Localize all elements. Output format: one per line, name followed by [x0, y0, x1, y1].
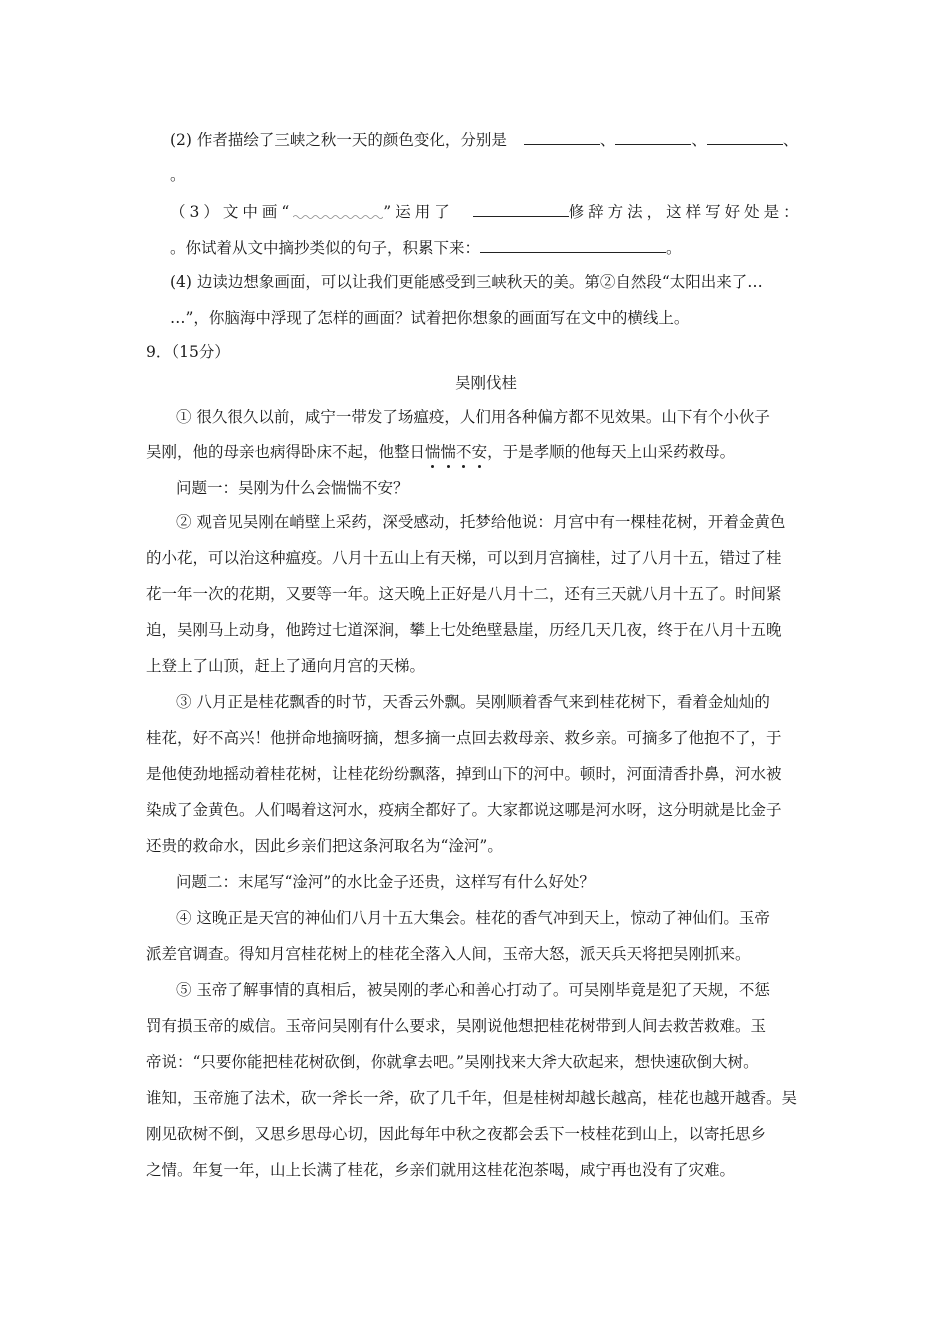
paragraph-2-line: 上登上了山顶，赶上了通向月宫的天梯。: [146, 657, 426, 675]
separator: 、: [782, 131, 799, 149]
paragraph-3-line: ③ 八月正是桂花飘香的时节，天香云外飘。吴刚顺着香气来到桂花树下，看着金灿灿的: [176, 693, 770, 711]
paragraph-1-line: [146, 442, 735, 462]
question-3-line-2: [170, 236, 682, 258]
question-2-text: (2) 作者描绘了三峡之秋一天的颜色变化，分别是: [170, 131, 507, 149]
paragraph-5-line: 之情。年复一年，山上长满了桂花，乡亲们就用这桂花泡茶喝，咸宁再也没有了灾难。: [146, 1161, 736, 1179]
question-one: 问题一：吴刚为什么会惴惴不安？: [176, 479, 409, 497]
question-9-number: 9．（15分）: [146, 343, 230, 361]
paragraph-5-line: 谁知，玉帝施了法术，砍一斧长一斧，砍了几千年，但是桂树却越长越高，桂花也越开越香。吴: [146, 1089, 798, 1107]
emphasis-char: 惴: [425, 443, 441, 461]
answer-blank-excerpt[interactable]: [480, 236, 666, 253]
emphasis-char: 不: [456, 443, 472, 461]
question-2-line: [170, 128, 798, 150]
emphasis-char: 安: [471, 443, 488, 461]
question-3-suffix: 修辞方法，这样写好处是：: [568, 203, 803, 221]
question-4-line-2: …”，你脑海中浮现了怎样的画面？试着把你想象的画面写在文中的横线上。: [170, 309, 690, 327]
paragraph-2-line: ② 观音见吴刚在峭壁上采药，深受感动，托梦给他说：月宫中有一棵桂花树，开着金黄色: [176, 513, 786, 531]
question-4-line-1: (4) 边读边想象画面，可以让我们更能感受到三峡秋天的美。第②自然段“太阳出来了…: [170, 273, 763, 291]
paragraph-4-line: 派差官调查。得知月宫桂花树上的桂花全落入人间，玉帝大怒，派天兵天将把吴刚抓来。: [146, 945, 751, 963]
paragraph-text: 吴刚，他的母亲也病得卧床不起，他整日: [146, 443, 426, 461]
answer-blank-2[interactable]: [615, 128, 691, 145]
wavy-underline-blank: [293, 201, 383, 217]
answer-blank-3[interactable]: [707, 128, 783, 145]
period: 。: [666, 239, 682, 257]
paragraph-2-line: 花一年一次的花期，又要等一年。这天晚上正好是八月十二，还有三天就八月十五了。时间紧: [146, 585, 782, 603]
question-3-mid: ”运用了: [383, 203, 454, 221]
paragraph-3-line: 桂花，好不高兴！他拼命地摘呀摘，想多摘一点回去救母亲、救乡亲。可摘多了他抱不了，于: [146, 729, 782, 747]
question-2-line-2: 。: [170, 166, 186, 184]
paragraph-2-line: 迫，吴刚马上动身，他跨过七道深涧，攀上七处绝壁悬崖，历经几天几夜，终于在八月十五晚: [146, 621, 782, 639]
question-two: 问题二：末尾写“淦河”的水比金子还贵，这样写有什么好处？: [176, 873, 595, 891]
paragraph-1-line: ① 很久很久以前，咸宁一带发了场瘟疫，人们用各种偏方都不见效果。山下有个小伙子: [176, 408, 770, 426]
emphasis-char: 惴: [440, 443, 457, 461]
paragraph-5-line: 刚见砍树不倒，又思乡思母心切，因此每年中秋之夜都会丢下一枝桂花到山上，以寄托思乡: [146, 1125, 767, 1143]
separator: 、: [691, 131, 707, 149]
question-3-text-2: 。你试着从文中摘抄类似的句子，积累下来：: [170, 239, 481, 257]
paragraph-5-line: 罚有损玉帝的威信。玉帝问吴刚有什么要求，吴刚说他想把桂花树带到人间去救苦救难。玉: [146, 1017, 767, 1035]
story-title: 吴刚伐桂: [455, 374, 518, 392]
paragraph-5-line: 帝说：“只要你能把桂花树砍倒，你就拿去吧。”吴刚找来大斧大砍起来，想快速砍倒大树。: [146, 1053, 759, 1071]
answer-blank-rhetoric[interactable]: [473, 200, 569, 217]
separator: 、: [599, 131, 616, 149]
paragraph-3-line: 染成了金黄色。人们喝着这河水，疫病全都好了。大家都说这哪是河水呀，这分明就是比金子: [146, 801, 782, 819]
paragraph-4-line: ④ 这晚正是天宫的神仙们八月十五大集会。桂花的香气冲到天上，惊动了神仙们。玉帝: [176, 909, 770, 927]
paragraph-2-line: 的小花，可以治这种瘟疫。八月十五山上有天梯，可以到月宫摘桂，过了八月十五，错过了桂: [146, 549, 782, 567]
answer-blank-1[interactable]: [524, 128, 600, 145]
paragraph-text: ，于是孝顺的他每天上山采药救母。: [487, 443, 736, 461]
paragraph-5-line: ⑤ 玉帝了解事情的真相后，被吴刚的孝心和善心打动了。可吴刚毕竟是犯了天规，不惩: [176, 981, 770, 999]
paragraph-3-line: 是他使劲地摇动着桂花树，让桂花纷纷飘落，掉到山下的河中。顿时，河面清香扑鼻，河水被: [146, 765, 782, 783]
question-3-prefix: （3）文中画“: [170, 203, 294, 221]
question-3-line: [170, 200, 803, 222]
paragraph-3-line: 还贵的救命水，因此乡亲们把这条河取名为“淦河”。: [146, 837, 503, 855]
